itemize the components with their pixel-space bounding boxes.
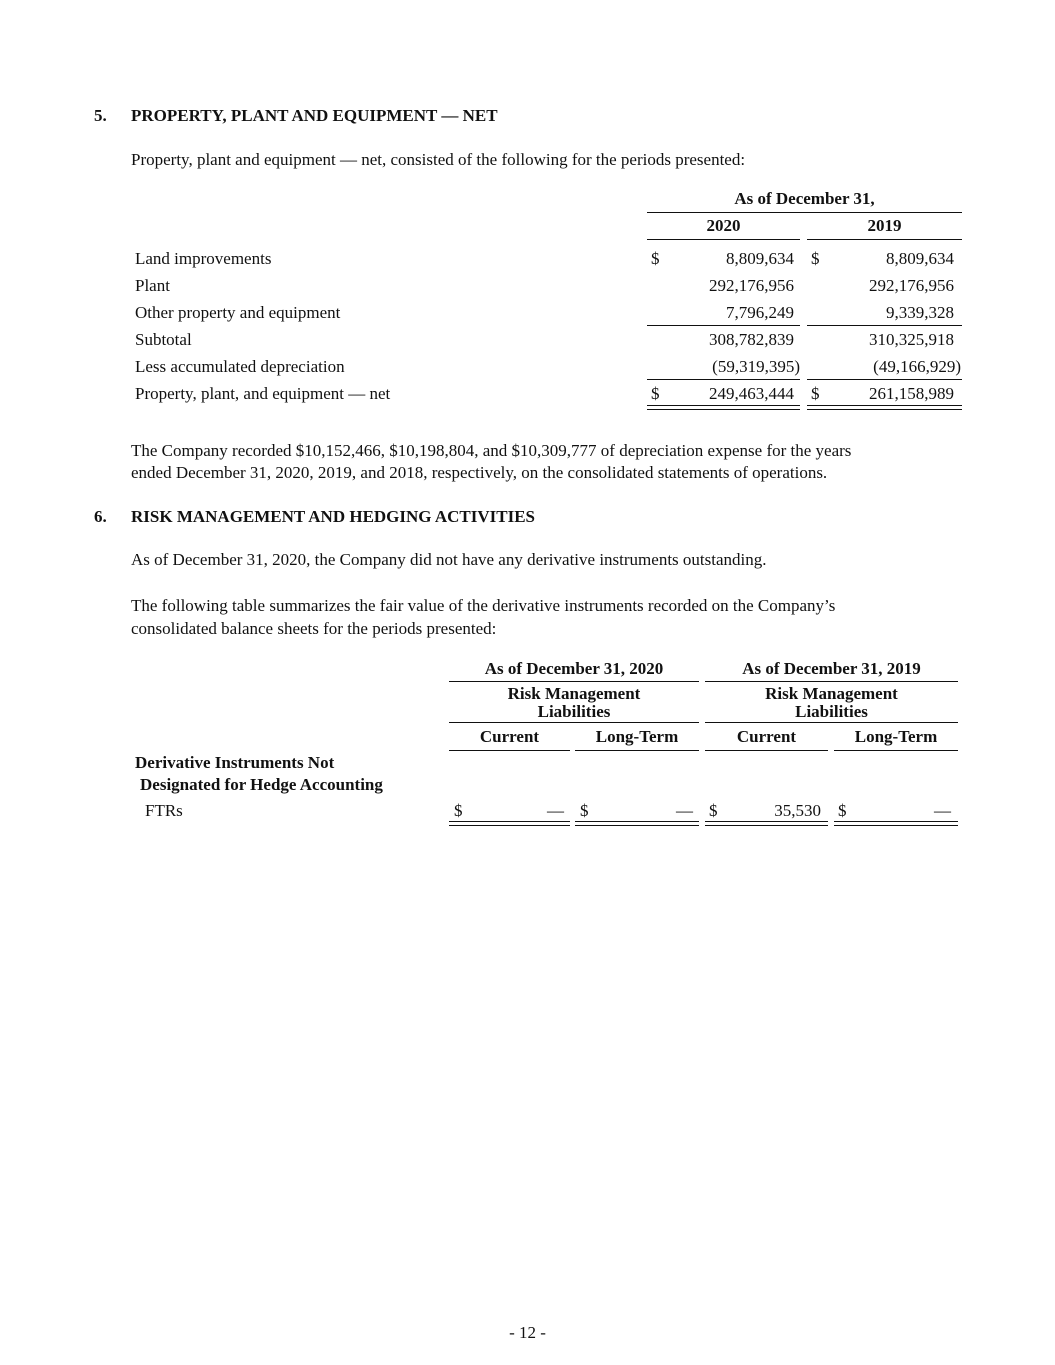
deriv-total-double-rule [575,821,699,826]
deriv-group-2020-rule [449,681,699,682]
ppe-row-label: Other property and equipment [135,303,341,322]
currency-symbol: $ [454,801,463,820]
deriv-row-label: FTRs [145,801,183,820]
ppe-total-double-rule-2020 [647,405,800,410]
deriv-value-2020-longterm: — [676,801,693,820]
currency-symbol: $ [709,801,718,820]
deriv-total-double-rule [449,821,570,826]
deriv-group-2019-rule [705,681,958,682]
deriv-col-2020-longterm: Long-Term [595,727,679,746]
deriv-row-header-line-1: Derivative Instruments Not [135,753,335,772]
section-6-para-2-line-2: consolidated balance sheets for the periods presented: [131,619,497,638]
ppe-value-2019: (49,166,929) [873,357,961,376]
deriv-total-double-rule [705,821,828,826]
deriv-group-2019: As of December 31, 2019 [742,659,921,678]
deriv-col-2020-current: Current [479,727,540,746]
ppe-total-double-rule-2019 [807,405,962,410]
currency-symbol: $ [811,384,820,403]
ppe-net-rule-2019 [807,379,962,380]
deriv-col-2019-longterm: Long-Term [854,727,938,746]
ppe-value-2020: 7,796,249 [726,303,794,322]
depreciation-note-line-1: The Company recorded $10,152,466, $10,198,804, and $10,309,777 of depreciation expense for the years [131,441,852,460]
ppe-col-2020-rule [647,239,800,240]
deriv-sub-2020-line-1: Risk Management [507,684,641,703]
ppe-group-header: As of December 31, [734,189,875,208]
deriv-sub-2019-line-2: Liabilities [795,702,868,721]
deriv-sub-2020-rule [449,722,699,723]
section-6-para-1: As of December 31, 2020, the Company did not have any derivative instruments outstanding. [131,550,767,569]
ppe-value-2020: 292,176,956 [709,276,794,295]
currency-symbol: $ [651,249,660,268]
section-6-number: 6. [94,507,107,526]
ppe-col-2019: 2019 [867,216,902,235]
section-6-para-2-line-1: The following table summarizes the fair value of the derivative instruments recorded on the Company’s [131,596,836,615]
ppe-row-label: Property, plant, and equipment — net [135,384,391,403]
ppe-value-2020: 8,809,634 [726,249,794,268]
section-5-title: PROPERTY, PLANT AND EQUIPMENT — NET [131,106,498,125]
deriv-group-2020: As of December 31, 2020 [484,659,664,678]
ppe-row-label: Less accumulated depreciation [135,357,345,376]
ppe-value-2019: 292,176,956 [869,276,954,295]
ppe-value-2020: 249,463,444 [709,384,794,403]
ppe-value-2020: (59,319,395) [712,357,800,376]
deriv-value-2020-current: — [547,801,564,820]
ppe-group-rule [647,212,962,213]
deriv-row-header-line-2: Designated for Hedge Accounting [140,775,383,794]
ppe-value-2020: 308,782,839 [709,330,794,349]
currency-symbol: $ [651,384,660,403]
ppe-net-rule-2020 [647,379,800,380]
ppe-col-2019-rule [807,239,962,240]
deriv-value-2019-current: 35,530 [774,801,821,820]
currency-symbol: $ [811,249,820,268]
section-6-title: RISK MANAGEMENT AND HEDGING ACTIVITIES [131,507,535,526]
deriv-total-double-rule [834,821,958,826]
depreciation-note-line-2: ended December 31, 2020, 2019, and 2018, respectively, on the consolidated statements of operations. [131,463,828,482]
section-5-intro: Property, plant and equipment — net, consisted of the following for the periods presented: [131,150,746,169]
deriv-value-2019-longterm: — [934,801,951,820]
deriv-col-rule [705,750,828,751]
deriv-sub-2020-line-2: Liabilities [537,702,611,721]
section-5-number: 5. [94,106,107,125]
deriv-col-rule [575,750,699,751]
ppe-row-label: Land improvements [135,249,272,268]
ppe-subtotal-rule-2020 [647,325,800,326]
deriv-sub-2019-rule [705,722,958,723]
ppe-row-label: Plant [135,276,170,295]
ppe-row-label: Subtotal [135,330,192,349]
deriv-col-2019-current: Current [736,727,797,746]
deriv-col-rule [449,750,570,751]
deriv-sub-2019-line-1: Risk Management [765,684,898,703]
currency-symbol: $ [580,801,589,820]
ppe-col-2020: 2020 [706,216,741,235]
ppe-value-2019: 261,158,989 [869,384,954,403]
page-number: - 12 - [509,1323,546,1342]
ppe-value-2019: 310,325,918 [869,330,954,349]
ppe-value-2019: 9,339,328 [886,303,954,322]
ppe-subtotal-rule-2019 [807,325,962,326]
deriv-col-rule [834,750,958,751]
currency-symbol: $ [838,801,847,820]
ppe-value-2019: 8,809,634 [886,249,954,268]
